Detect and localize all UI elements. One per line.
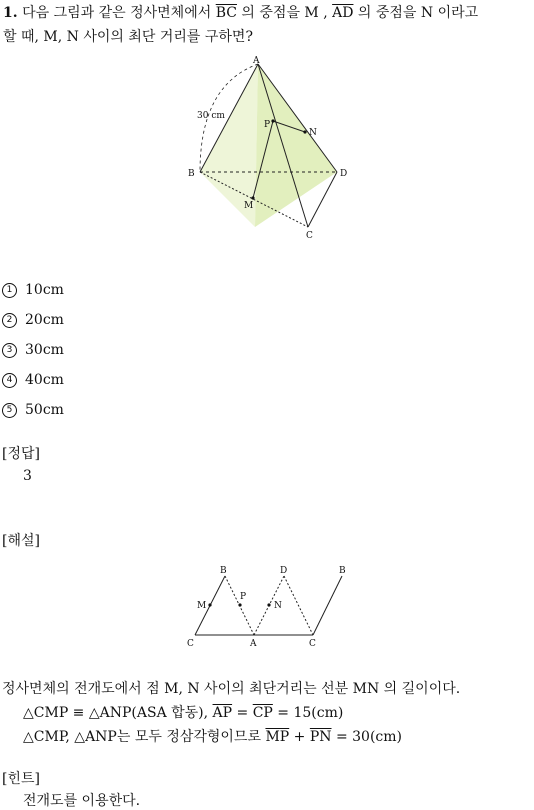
explanation-line-3: △CMP, △ANP는 모두 정삼각형이므로 $\overline{MP} + \overline{PN} = 30(cm)$ bbox=[23, 729, 403, 745]
net-label-p: P bbox=[240, 592, 247, 602]
segment-pn: $\overline{PN}$ bbox=[309, 729, 332, 745]
choice-mark-3: 3 bbox=[2, 343, 17, 358]
explanation-line-2: △CMP ≡ △ANP(ASA 합동), $\overline{AP} = \overline{CP} = 15(cm)$ bbox=[23, 705, 344, 721]
label-vertex-a: A bbox=[253, 56, 260, 66]
label-edge-length: 30 cm bbox=[197, 111, 225, 121]
choice-3[interactable]: 3 30cm bbox=[2, 342, 64, 358]
net-label-b2: B bbox=[339, 566, 346, 576]
net-label-c1: C bbox=[187, 639, 194, 649]
label-point-m: M bbox=[244, 201, 254, 211]
segment-ad: $\overline{AD}$ bbox=[332, 5, 354, 21]
hint-text: 전개도를 이용한다. bbox=[23, 793, 141, 809]
net-label-d: D bbox=[280, 566, 288, 576]
net-figure bbox=[180, 560, 355, 652]
choice-mark-2: 2 bbox=[2, 313, 17, 328]
explanation-line-1: 정사면체의 전개도에서 점 M, N 사이의 최단거리는 선분 MN 의 길이이다. bbox=[2, 681, 461, 697]
explanation-heading: [해설] bbox=[2, 533, 40, 549]
net-label-c2: C bbox=[309, 639, 316, 649]
segment-ap: $\overline{AP}$ bbox=[212, 705, 233, 721]
answer-value: 3 bbox=[23, 468, 32, 484]
choice-mark-5: 5 bbox=[2, 403, 17, 418]
segment-mp: $\overline{MP}$ bbox=[265, 729, 290, 745]
label-point-p: P bbox=[264, 120, 271, 130]
segment-cp: $\overline{CP}$ bbox=[252, 705, 273, 721]
question-number: 1. bbox=[3, 5, 18, 21]
label-point-n: N bbox=[309, 128, 317, 138]
question-line-2: 할 때, M, N 사이의 최단 거리를 구하면? bbox=[3, 29, 253, 45]
net-label-a: A bbox=[250, 639, 257, 649]
question-line-1: 1. 다음 그림과 같은 정사면체에서 $\overline{BC}$ 의 중점을 M , $\overline{AD}$ 의 중점을 N 이라고 bbox=[3, 5, 479, 21]
choice-5[interactable]: 5 50cm bbox=[2, 402, 64, 418]
hint-heading: [힌트] bbox=[2, 771, 40, 787]
choice-2[interactable]: 2 20cm bbox=[2, 312, 64, 328]
net-label-m: M bbox=[197, 601, 207, 611]
net-label-b1: B bbox=[220, 566, 227, 576]
answer-heading: [정답] bbox=[2, 446, 40, 462]
choice-4[interactable]: 4 40cm bbox=[2, 372, 64, 388]
label-vertex-b: B bbox=[188, 169, 195, 179]
tetrahedron-figure bbox=[180, 55, 355, 240]
choice-1[interactable]: 1 10cm bbox=[2, 282, 64, 298]
choice-mark-1: 1 bbox=[2, 283, 17, 298]
choice-mark-4: 4 bbox=[2, 373, 17, 388]
segment-bc: $\overline{BC}$ bbox=[215, 5, 237, 21]
label-vertex-d: D bbox=[340, 169, 348, 179]
net-label-n: N bbox=[274, 601, 282, 611]
label-vertex-c: C bbox=[306, 231, 313, 240]
